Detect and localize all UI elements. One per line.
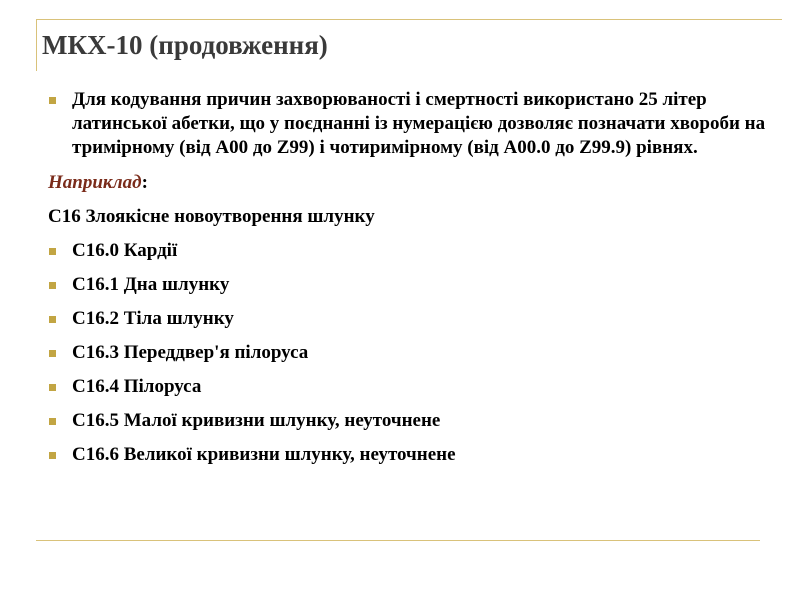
slide-content [48, 88, 768, 477]
example-colon: : [141, 172, 148, 193]
square-bullet-icon [49, 248, 56, 255]
square-bullet-icon [49, 97, 56, 104]
intro-text: Для кодування причин захворюваності і смертності використано 25 літер латинської абетки, що у поєднанні із нумерацією дозволяє позначати хвороби на тримірному (від А00 до Z99) і чотиримірному (від A00.0 до Z99.9) рівнях. [72, 89, 766, 158]
list-item [48, 341, 768, 365]
square-bullet-icon [49, 316, 56, 323]
list-item [48, 375, 768, 399]
example-line [48, 171, 768, 195]
list-item-text: С16.1 Дна шлунку [72, 274, 230, 295]
list-item [48, 443, 768, 467]
example-label: Наприклад [48, 172, 142, 193]
intro-paragraph [48, 88, 768, 160]
square-bullet-icon [49, 418, 56, 425]
square-bullet-icon [49, 282, 56, 289]
diagnosis-heading: С16 Злоякісне новоутворення шлунку [48, 206, 375, 227]
left-rule [36, 19, 37, 71]
list-item-text: С16.2 Тіла шлунку [72, 308, 234, 329]
list-item [48, 273, 768, 297]
bottom-rule [36, 540, 760, 541]
list-item-text: С16.3 Переддвер'я пілоруса [72, 342, 309, 363]
top-rule [36, 19, 782, 20]
square-bullet-icon [49, 452, 56, 459]
square-bullet-icon [49, 350, 56, 357]
square-bullet-icon [49, 384, 56, 391]
list-item [48, 307, 768, 331]
list-item [48, 409, 768, 433]
list-item-text: С16.0 Кардії [72, 240, 178, 261]
list-item-text: С16.6 Великої кривизни шлунку, неуточнене [72, 444, 456, 465]
list-item-text: С16.5 Малої кривизни шлунку, неуточнене [72, 410, 441, 431]
slide-title: МКХ-10 (продовження) [42, 30, 328, 60]
list-item-text: С16.4 Пілоруса [72, 376, 202, 397]
list-item [48, 239, 768, 263]
